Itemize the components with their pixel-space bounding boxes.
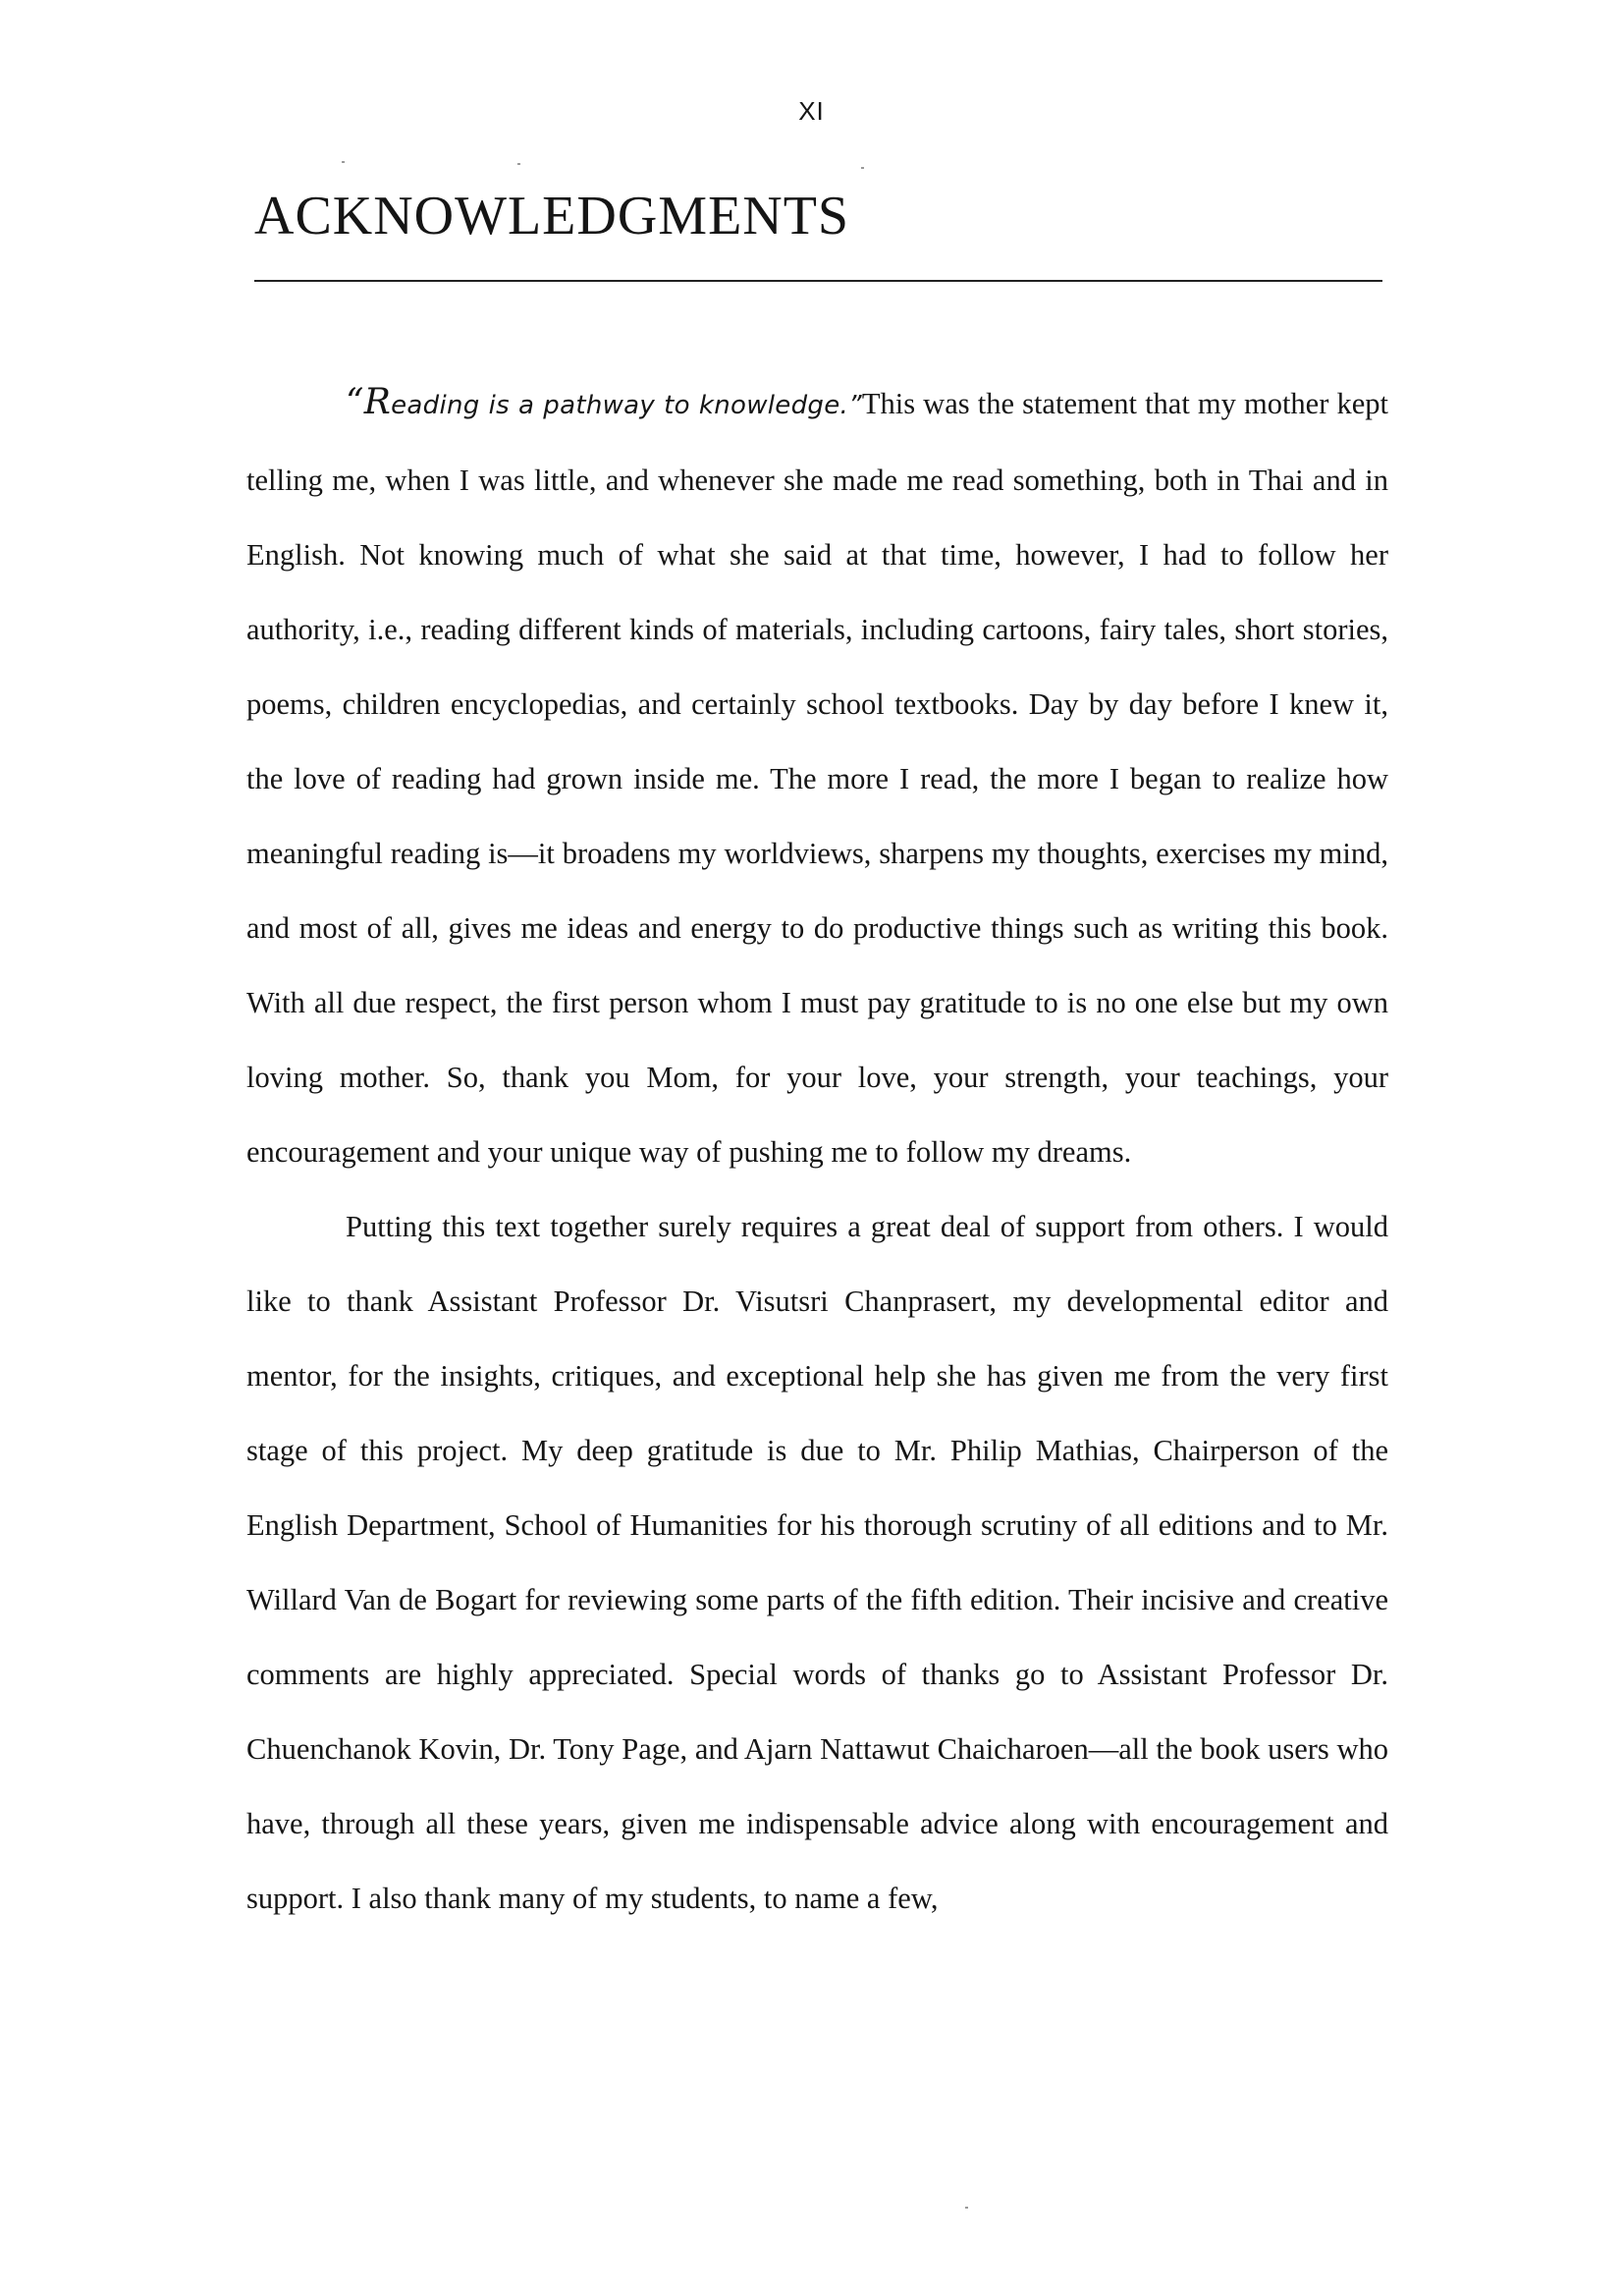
quote-text: eading is a pathway to knowledge.” bbox=[391, 391, 862, 420]
page-heading: ACKNOWLEDGMENTS bbox=[254, 186, 850, 246]
paragraph-1 bbox=[246, 365, 1388, 1189]
quote-initial: “R bbox=[346, 382, 392, 422]
scan-speck bbox=[965, 2207, 968, 2209]
paragraph-1-text: This was the statement that my mother kept telling me, when I was little, and whenever she made me read something, both in Thai and in English. Not knowing much of what she said at that time, however, I had to follow her authority, i.e., reading different kinds of materials, including cartoons, fairy tales, short stories, poems, children encyclopedias, and certainly school textbooks. Day by day before I knew it, the love of reading had grown inside me. The more I read, the more I began to realize how meaningful reading is—it broadens my worldviews, sharpens my thoughts, exercises my mind, and most of all, gives me ideas and energy to do productive things such as writing this book. With all due respect, the first person whom I must pay gratitude to is no one else but my own loving mother. So, thank you Mom, for your love, your strength, your teachings, your encouragement and your unique way of pushing me to follow my dreams. bbox=[246, 387, 1388, 1169]
paragraph-2-text: Putting this text together surely requires a great deal of support from others. I would like to thank Assistant Professor Dr. Visutsri Chanprasert, my developmental editor and mentor, for the insights, critiques, and exceptional help she has given me from the very first stage of this project. My deep gratitude is due to Mr. Philip Mathias, Chairperson of the English Department, School of Humanities for his thorough scrutiny of all editions and to Mr. Willard Van de Bogart for reviewing some parts of the fifth edition. Their incisive and creative comments are highly appreciated. Special words of thanks go to Assistant Professor Dr. Chuenchanok Kovin, Dr. Tony Page, and Ajarn Nattawut Chaicharoen—all the book users who have, through all these years, given me indispensable advice along with encouragement and support. I also thank many of my students, to name a few, bbox=[246, 1210, 1388, 1915]
scan-speck bbox=[342, 161, 345, 163]
page-number: XI bbox=[798, 96, 825, 126]
scan-speck bbox=[517, 163, 520, 165]
heading-divider bbox=[254, 280, 1382, 282]
acknowledgments-body bbox=[246, 365, 1388, 1936]
mother-quote bbox=[346, 382, 862, 422]
scan-speck bbox=[861, 167, 864, 169]
paragraph-2 bbox=[246, 1189, 1388, 1936]
